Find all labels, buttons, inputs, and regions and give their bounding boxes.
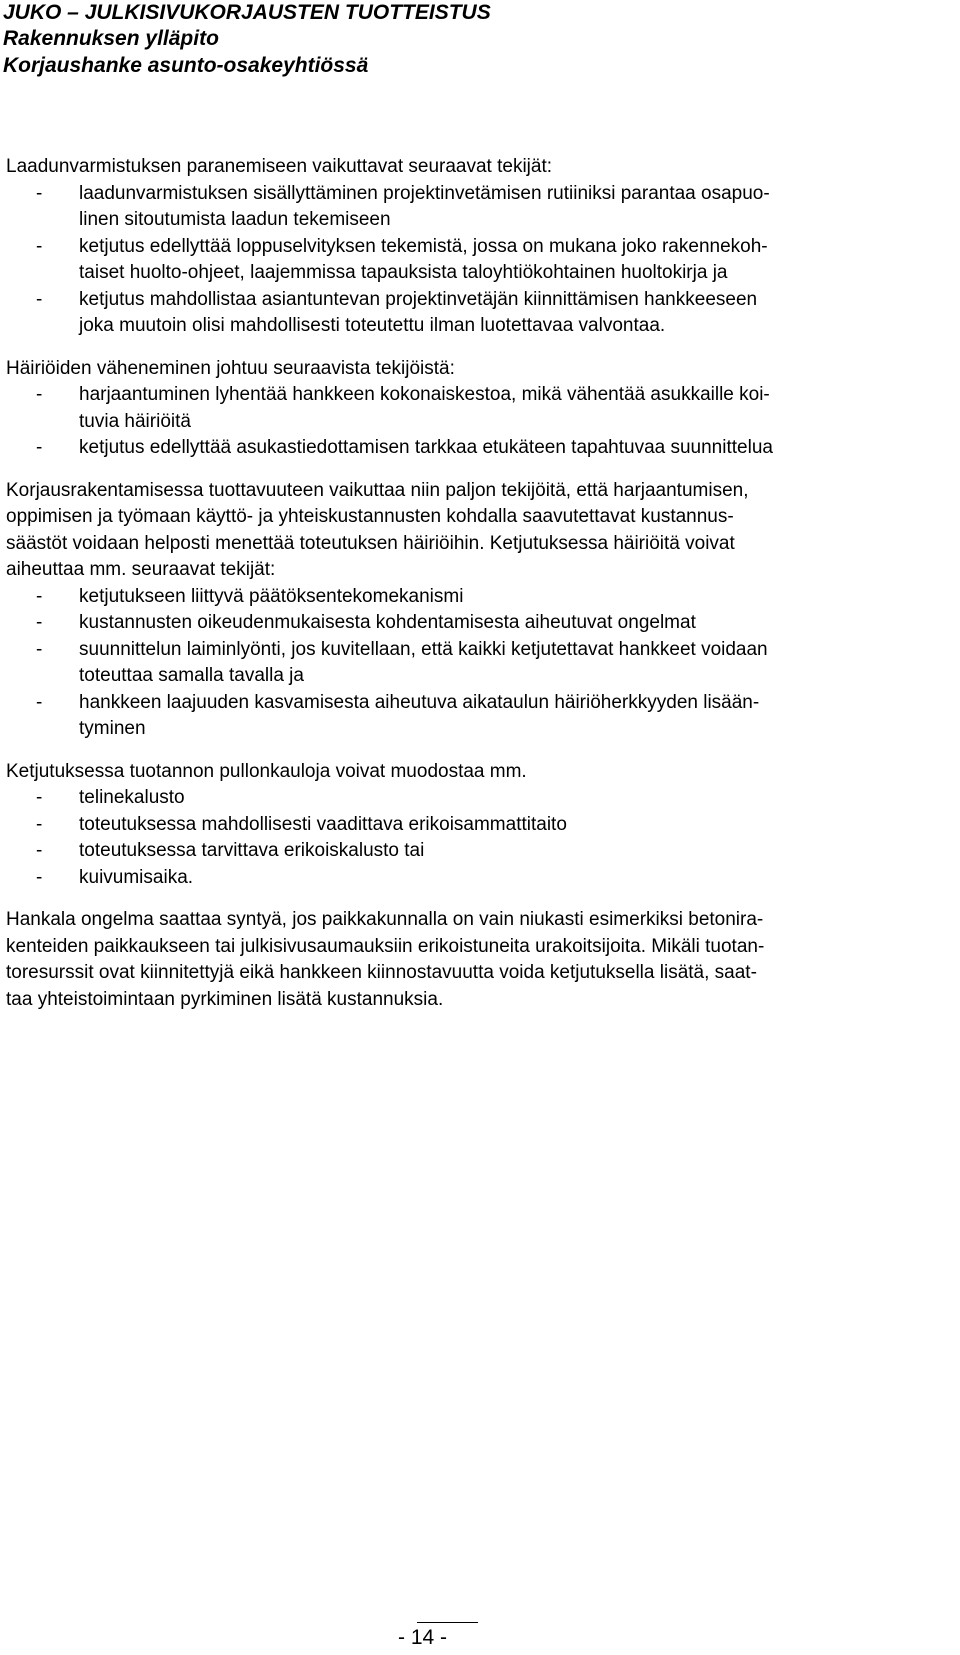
bullet-dash: - xyxy=(36,866,43,888)
header-project: Korjaushanke asunto-osakeyhtiössä xyxy=(3,54,369,77)
list-item xyxy=(6,435,954,462)
list-item-line: kustannusten oikeudenmukaisesta kohdentamisesta aiheutuvat ongelmat xyxy=(79,612,696,633)
paragraph-line: säästöt voidaan helposti menettää toteutuksen häiriöihin. Ketjutuksessa häiriöitä voivat xyxy=(6,532,735,554)
bullet-dash: - xyxy=(36,691,43,713)
list-item-line: hankkeen laajuuden kasvamisesta aiheutuva aikataulun häiriöherkkyyden lisään- xyxy=(79,691,760,713)
paragraph-line: aiheuttaa mm. seuraavat tekijät: xyxy=(6,559,276,580)
list-item-line: tyminen xyxy=(79,718,146,739)
list-item xyxy=(6,785,954,812)
bullet-dash: - xyxy=(36,840,43,861)
document-body xyxy=(6,154,954,1029)
paragraph-line: Häiriöiden väheneminen johtuu seuraavista tekijöistä: xyxy=(6,357,455,379)
list-item xyxy=(6,610,954,637)
paragraph-line: oppimisen ja työmaan käyttö- ja yhteiskustannusten kohdalla saavutettavat kustannus- xyxy=(6,506,734,527)
bullet-dash: - xyxy=(36,235,43,257)
list-item-line: ketjutus edellyttää asukastiedottamisen tarkkaa etukäteen tapahtuvaa suunnittelua xyxy=(79,437,773,458)
list-item-line: toteutuksessa tarvittava erikoiskalusto tai xyxy=(79,840,425,861)
list-item-line: ketjutukseen liittyvä päätöksentekomekanismi xyxy=(79,585,464,607)
list-item-line: linen sitoutumista laadun tekemiseen xyxy=(79,209,391,230)
paragraph-line: toresurssit ovat kiinnitettyjä eikä hankkeen kiinnostavuutta voida ketjutuksella lisätä, saat- xyxy=(6,962,757,983)
list-item-line: toteutuksessa mahdollisesti vaadittava erikoisammattitaito xyxy=(79,813,567,835)
list-item xyxy=(6,865,954,892)
list-item xyxy=(6,584,954,611)
section xyxy=(6,907,954,1013)
bullet-dash: - xyxy=(36,612,43,633)
list-item xyxy=(6,637,954,690)
footer-rule xyxy=(417,1622,478,1623)
paragraph-line: Laadunvarmistuksen paranemiseen vaikuttavat seuraavat tekijät: xyxy=(6,156,553,177)
page-number: - 14 - xyxy=(398,1626,448,1649)
list-item-line: telinekalusto xyxy=(79,787,185,808)
list-item xyxy=(6,181,954,234)
section xyxy=(6,356,954,462)
bullet-dash: - xyxy=(36,787,43,808)
list-item-line: suunnittelun laiminlyönti, jos kuvitellaan, että kaikki ketjutettavat hankkeet voidaan xyxy=(79,638,768,660)
list-item xyxy=(6,812,954,839)
list-item xyxy=(6,287,954,340)
header-subtitle: Rakennuksen ylläpito xyxy=(3,27,219,50)
section xyxy=(6,478,954,743)
list-item xyxy=(6,234,954,287)
list-item-line: taiset huolto-ohjeet, laajemmissa tapauksista taloyhtiökohtainen huoltokirja ja xyxy=(79,262,728,283)
document-header xyxy=(3,0,491,79)
header-title: JUKO – JULKISIVUKORJAUSTEN TUOTTEISTUS xyxy=(3,1,491,24)
paragraph-line: Korjausrakentamisessa tuottavuuteen vaikuttaa niin paljon tekijöitä, että harjaantumisen, xyxy=(6,479,749,501)
list-item-line: harjaantuminen lyhentää hankkeen kokonaiskestoa, mikä vähentää asukkaille koi- xyxy=(79,384,770,405)
paragraph-line: Ketjutuksessa tuotannon pullonkauloja voivat muodostaa mm. xyxy=(6,760,527,782)
paragraph-line: Hankala ongelma saattaa syntyä, jos paikkakunnalla on vain niukasti esimerkiksi betonira- xyxy=(6,909,764,930)
list-item-line: laadunvarmistuksen sisällyttäminen projektinvetämisen rutiiniksi parantaa osapuo- xyxy=(79,182,770,204)
list-item-line: ketjutus mahdollistaa asiantuntevan projektinvetäjän kiinnittämisen hankkeeseen xyxy=(79,288,758,310)
list-item xyxy=(6,690,954,743)
list-item xyxy=(6,382,954,435)
list-item-line: joka muutoin olisi mahdollisesti toteutettu ilman luotettavaa valvontaa. xyxy=(79,315,666,336)
list-item-line: toteuttaa samalla tavalla ja xyxy=(79,665,304,686)
bullet-dash: - xyxy=(36,813,43,835)
bullet-dash: - xyxy=(36,182,43,204)
bullet-dash: - xyxy=(36,288,43,310)
bullet-dash: - xyxy=(36,585,43,607)
list-item xyxy=(6,838,954,865)
section xyxy=(6,154,954,340)
paragraph-line: kenteiden paikkaukseen tai julkisivusaumauksiin erikoistuneita urakoitsijoita. Mikäli tuotan- xyxy=(6,935,765,957)
list-item-line: tuvia häiriöitä xyxy=(79,410,191,432)
list-item-line: kuivumisaika. xyxy=(79,866,194,888)
section xyxy=(6,759,954,892)
bullet-dash: - xyxy=(36,638,43,660)
list-item-line: ketjutus edellyttää loppuselvityksen tekemistä, jossa on mukana joko rakennekoh- xyxy=(79,235,768,257)
paragraph-line: taa yhteistoimintaan pyrkiminen lisätä kustannuksia. xyxy=(6,988,444,1010)
bullet-dash: - xyxy=(36,384,43,405)
bullet-dash: - xyxy=(36,437,43,458)
